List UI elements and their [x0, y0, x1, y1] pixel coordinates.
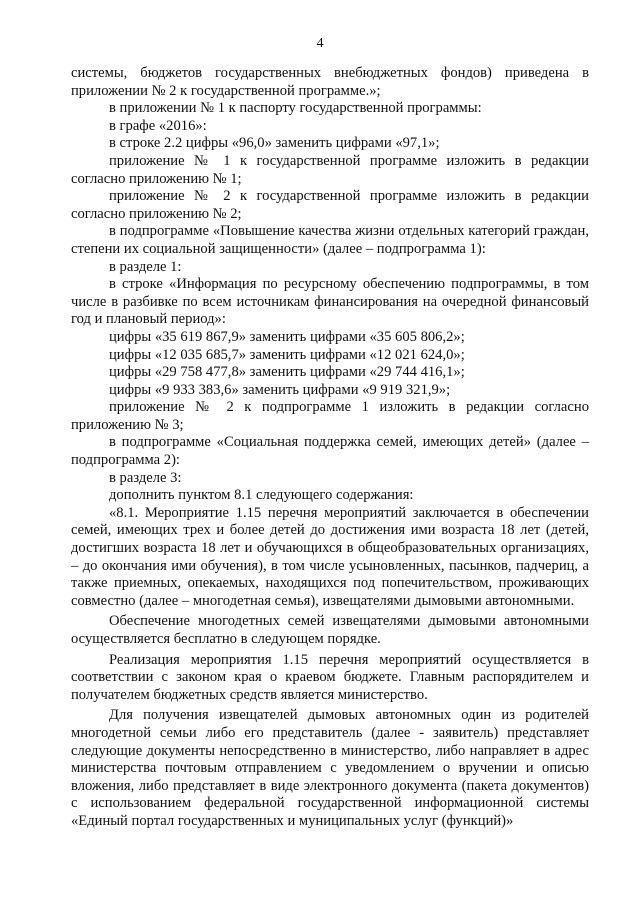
- paragraph: приложение № 2 к подпрограмме 1 изложить в редакции согласно приложению № 3;: [71, 399, 589, 433]
- paragraph: цифры «35 619 867,9» заменить цифрами «35 605 806,2»;: [109, 328, 465, 345]
- paragraph: в приложении № 1 к паспорту государственной программы:: [109, 100, 482, 117]
- paragraph: в разделе 3:: [109, 469, 182, 486]
- paragraph: Для получения извещателей дымовых автономных один из родителей многодетной семьи либо его представитель (далее - заявитель) представляет следующие документы непосредственно в министерство, либо направляет в адрес министерства почтовым отправлением с уведомлением о вручении и описью вложения, либо представляет в виде электронного документа (пакета документов) с использованием федеральной государственной информационной системы «Единый портал государственных и муниципальных услуг (функций)»: [71, 707, 589, 829]
- paragraph: цифры «9 933 383,6» заменить цифрами «9 919 321,9»;: [109, 381, 451, 398]
- paragraph: Обеспечение многодетных семей извещателями дымовыми автономными осуществляется бесплатно в следующем порядке.: [71, 613, 589, 647]
- page-number: 4: [316, 36, 324, 51]
- paragraph: системы, бюджетов государственных внебюджетных фондов) приведена в приложении № 2 к государственной программе.»;: [71, 65, 589, 99]
- paragraph: в подпрограмме «Повышение качества жизни отдельных категорий граждан, степени их социальной защищенности» (далее – подпрограмма 1):: [71, 223, 589, 257]
- paragraph: дополнить пунктом 8.1 следующего содержания:: [109, 487, 414, 504]
- paragraph: цифры «29 758 477,8» заменить цифрами «29 744 416,1»;: [109, 364, 465, 381]
- paragraph: в разделе 1:: [109, 258, 182, 275]
- document-body: [71, 65, 589, 831]
- paragraph: в графе «2016»:: [109, 117, 207, 134]
- paragraph: в строке 2.2 цифры «96,0» заменить цифрами «97,1»;: [109, 135, 440, 152]
- paragraph: Реализация мероприятия 1.15 перечня мероприятий осуществляется в соответствии с законом края о краевом бюджете. Главным распорядителем и получателем бюджетных средств является министерство.: [71, 651, 589, 703]
- paragraph: приложение № 2 к государственной программе изложить в редакции согласно приложению № 2;: [71, 188, 589, 222]
- paragraph: в подпрограмме «Социальная поддержка семей, имеющих детей» (далее – подпрограмма 2):: [71, 434, 589, 469]
- paragraph: «8.1. Мероприятие 1.15 перечня мероприятий заключается в обеспечении семей, имеющих трех и более детей до достижения ими возраста 18 лет (детей, достигших возраста 18 лет и обучающихся в общеобразовательных организациях, – до окончания ими обучения), в том числе усыновленных, пасынков, падчериц, а также приемных, опекаемых, находящихся под попечительством, проживающих совместно (далее – многодетная семья), извещателями дымовыми автономными.: [71, 504, 589, 609]
- paragraph: приложение № 1 к государственной программе изложить в редакции согласно приложению № 1;: [71, 152, 589, 187]
- paragraph: цифры «12 035 685,7» заменить цифрами «12 021 624,0»;: [109, 346, 465, 363]
- paragraph: в строке «Информация по ресурсному обеспечению подпрограммы, в том числе в разбивке по всем источникам финансирования на очередной финансовый год и плановый период»:: [71, 276, 589, 328]
